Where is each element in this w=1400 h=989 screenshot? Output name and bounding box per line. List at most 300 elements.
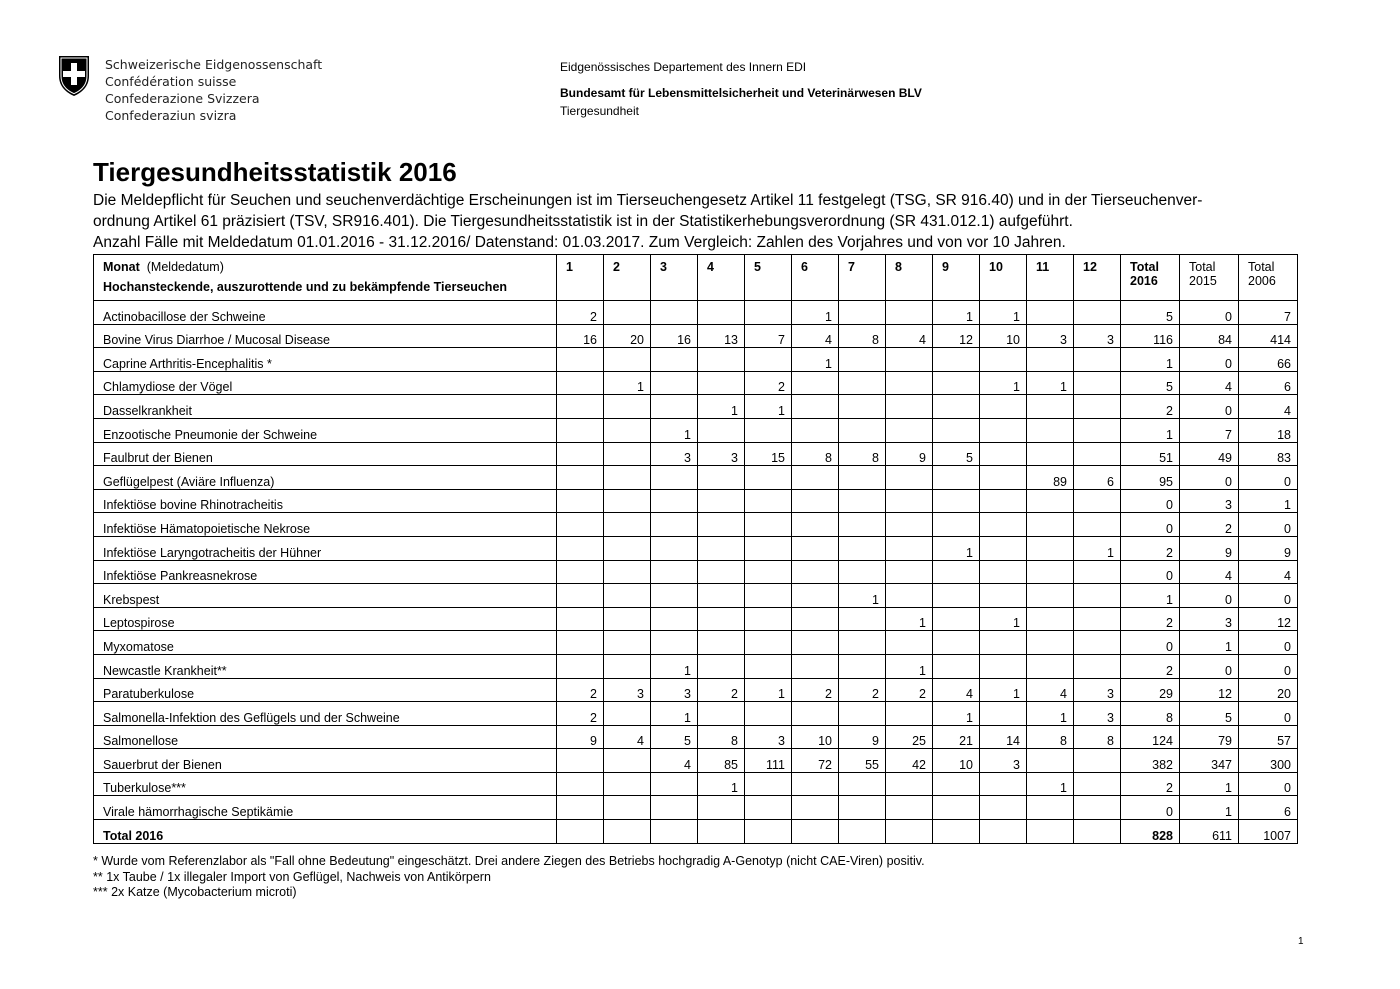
month-1-cell: [557, 607, 604, 631]
month-1-cell: [557, 466, 604, 490]
month-11-cell: [1027, 489, 1074, 513]
month-5-cell: 2: [745, 371, 792, 395]
total-2015-cell: 4: [1180, 371, 1239, 395]
month-2-cell: [604, 654, 651, 678]
month-8-cell: [886, 371, 933, 395]
month-10-cell: [980, 702, 1027, 726]
month-3-cell: [651, 466, 698, 490]
total-2006-cell: 66: [1239, 348, 1298, 372]
total-2015-cell: 347: [1180, 749, 1239, 773]
disease-name-cell: Chlamydiose der Vögel: [94, 371, 557, 395]
month-5-cell: 7: [745, 324, 792, 348]
month-1-cell: 2: [557, 678, 604, 702]
total-2015-cell: 3: [1180, 489, 1239, 513]
total-2016-cell: 2: [1121, 772, 1180, 796]
month-7-cell: [839, 702, 886, 726]
total-2015-cell: 12: [1180, 678, 1239, 702]
month-7-cell: [839, 513, 886, 537]
month-12-cell: 3: [1074, 702, 1121, 726]
month-12-cell: [1074, 395, 1121, 419]
total-empty-cell: [839, 820, 886, 844]
month-9-cell: [933, 772, 980, 796]
month-9-cell: 1: [933, 536, 980, 560]
table-row: [94, 560, 1298, 584]
total-2016-cell: 95: [1121, 466, 1180, 490]
total-2006-cell: 12: [1239, 607, 1298, 631]
month-3-cell: [651, 584, 698, 608]
month-8-cell: [886, 536, 933, 560]
month-12-cell: 1: [1074, 536, 1121, 560]
table-row: [94, 607, 1298, 631]
total-2016-cell: 2: [1121, 607, 1180, 631]
month-7-cell: [839, 348, 886, 372]
month-12-cell: [1074, 772, 1121, 796]
month-9-cell: [933, 395, 980, 419]
month-10-cell: 1: [980, 678, 1027, 702]
month-11-cell: [1027, 442, 1074, 466]
month-11-cell: [1027, 348, 1074, 372]
header-month-2: 2: [604, 255, 651, 301]
month-3-cell: 16: [651, 324, 698, 348]
month-7-cell: [839, 371, 886, 395]
month-12-cell: 3: [1074, 324, 1121, 348]
month-6-cell: [792, 702, 839, 726]
month-4-cell: [698, 796, 745, 820]
month-10-cell: 10: [980, 324, 1027, 348]
total-2015-cell: 0: [1180, 348, 1239, 372]
month-5-cell: [745, 796, 792, 820]
table-header-row: [94, 255, 1298, 301]
month-1-cell: [557, 418, 604, 442]
header-category-label: Hochansteckende, auszurottende und zu bekämpfende Tierseuchen: [103, 280, 508, 294]
month-1-cell: 2: [557, 702, 604, 726]
table-row: [94, 678, 1298, 702]
month-2-cell: [604, 702, 651, 726]
disease-name-cell: Newcastle Krankheit**: [94, 654, 557, 678]
month-6-cell: 72: [792, 749, 839, 773]
total-empty-cell: [980, 820, 1027, 844]
month-3-cell: [651, 607, 698, 631]
total-empty-cell: [745, 820, 792, 844]
month-1-cell: [557, 560, 604, 584]
intro-line: Die Meldepflicht für Seuchen und seuchenverdächtige Erscheinungen ist im Tierseuchengesetz Artikel 11 festgelegt (TSG, SR 916.40) und in der Tierseuchenver-: [93, 192, 1203, 209]
month-3-cell: [651, 489, 698, 513]
total-2006-cell: 4: [1239, 395, 1298, 419]
month-3-cell: [651, 348, 698, 372]
month-12-cell: [1074, 301, 1121, 325]
month-11-cell: [1027, 796, 1074, 820]
disease-name-cell: Enzootische Pneumonie der Schweine: [94, 418, 557, 442]
table-row: [94, 513, 1298, 537]
table-row: [94, 584, 1298, 608]
disease-name-cell: Myxomatose: [94, 631, 557, 655]
total-2016-cell: 5: [1121, 301, 1180, 325]
page-title: Tiergesundheitsstatistik 2016: [93, 157, 457, 187]
total-2015-cell: 79: [1180, 725, 1239, 749]
month-3-cell: 5: [651, 725, 698, 749]
month-8-cell: [886, 395, 933, 419]
header-month-10: 10: [980, 255, 1027, 301]
month-12-cell: [1074, 489, 1121, 513]
total-2016-cell: 1: [1121, 584, 1180, 608]
month-9-cell: [933, 371, 980, 395]
header-total-2006: [1239, 255, 1298, 301]
month-11-cell: [1027, 560, 1074, 584]
department-block: [560, 58, 922, 120]
total-2006-cell: 0: [1239, 772, 1298, 796]
month-8-cell: [886, 584, 933, 608]
month-4-cell: [698, 418, 745, 442]
month-8-cell: 4: [886, 324, 933, 348]
month-1-cell: [557, 513, 604, 537]
month-9-cell: [933, 796, 980, 820]
month-10-cell: [980, 513, 1027, 537]
total-2006-cell: 7: [1239, 301, 1298, 325]
total-2006-cell: 0: [1239, 584, 1298, 608]
month-4-cell: [698, 466, 745, 490]
disease-name-cell: Krebspest: [94, 584, 557, 608]
month-12-cell: 6: [1074, 466, 1121, 490]
month-2-cell: [604, 536, 651, 560]
month-3-cell: [651, 536, 698, 560]
month-6-cell: 8: [792, 442, 839, 466]
month-7-cell: 1: [839, 584, 886, 608]
header-month-6: 6: [792, 255, 839, 301]
month-2-cell: 20: [604, 324, 651, 348]
total-empty-cell: [886, 820, 933, 844]
month-10-cell: [980, 348, 1027, 372]
disease-name-cell: Sauerbrut der Bienen: [94, 749, 557, 773]
month-10-cell: 3: [980, 749, 1027, 773]
month-12-cell: [1074, 631, 1121, 655]
disease-statistics-table: [93, 254, 1298, 844]
month-9-cell: [933, 584, 980, 608]
total-2016-cell: 0: [1121, 513, 1180, 537]
month-8-cell: 42: [886, 749, 933, 773]
month-7-cell: [839, 395, 886, 419]
disease-name-cell: Paratuberkulose: [94, 678, 557, 702]
intro-text: [93, 190, 1308, 253]
month-6-cell: [792, 560, 839, 584]
total-2015-value: 611: [1180, 820, 1239, 844]
header-total-2006-year: 2006: [1248, 274, 1276, 288]
month-5-cell: [745, 466, 792, 490]
total-empty-cell: [698, 820, 745, 844]
month-3-cell: [651, 513, 698, 537]
table-row: [94, 654, 1298, 678]
confederation-name-de: Schweizerische Eidgenossenschaft: [105, 57, 323, 72]
month-2-cell: 3: [604, 678, 651, 702]
month-5-cell: [745, 536, 792, 560]
month-12-cell: [1074, 560, 1121, 584]
total-2006-cell: 1: [1239, 489, 1298, 513]
month-5-cell: [745, 348, 792, 372]
month-4-cell: [698, 702, 745, 726]
month-10-cell: 1: [980, 301, 1027, 325]
month-3-cell: [651, 772, 698, 796]
month-6-cell: [792, 513, 839, 537]
month-7-cell: [839, 301, 886, 325]
month-7-cell: [839, 607, 886, 631]
office-name: Bundesamt für Lebensmittelsicherheit und Veterinärwesen BLV: [560, 86, 922, 100]
month-12-cell: [1074, 442, 1121, 466]
total-2006-cell: 0: [1239, 466, 1298, 490]
month-1-cell: [557, 654, 604, 678]
month-9-cell: 10: [933, 749, 980, 773]
header-month-9: 9: [933, 255, 980, 301]
month-5-cell: [745, 584, 792, 608]
total-2015-cell: 1: [1180, 631, 1239, 655]
month-4-cell: [698, 654, 745, 678]
month-2-cell: [604, 489, 651, 513]
month-11-cell: [1027, 631, 1074, 655]
month-6-cell: [792, 654, 839, 678]
disease-name-cell: Actinobacillose der Schweine: [94, 301, 557, 325]
month-4-cell: [698, 584, 745, 608]
month-4-cell: [698, 301, 745, 325]
total-2016-cell: 0: [1121, 489, 1180, 513]
month-2-cell: [604, 513, 651, 537]
month-11-cell: [1027, 301, 1074, 325]
month-7-cell: [839, 418, 886, 442]
disease-name-cell: Salmonellose: [94, 725, 557, 749]
total-2006-cell: 0: [1239, 631, 1298, 655]
confederation-name-it: Confederazione Svizzera: [105, 91, 260, 106]
confederation-name-fr: Confédération suisse: [105, 74, 237, 89]
month-10-cell: [980, 466, 1027, 490]
month-11-cell: 3: [1027, 324, 1074, 348]
total-2016-cell: 8: [1121, 702, 1180, 726]
month-9-cell: [933, 631, 980, 655]
month-2-cell: [604, 442, 651, 466]
unit-name: Tiergesundheit: [560, 104, 639, 118]
month-2-cell: [604, 418, 651, 442]
month-11-cell: 1: [1027, 702, 1074, 726]
month-8-cell: [886, 513, 933, 537]
month-10-cell: [980, 584, 1027, 608]
month-12-cell: [1074, 796, 1121, 820]
disease-name-cell: Infektiöse Hämatopoietische Nekrose: [94, 513, 557, 537]
total-2015-cell: 5: [1180, 702, 1239, 726]
month-7-cell: [839, 772, 886, 796]
month-8-cell: [886, 418, 933, 442]
table-row: [94, 301, 1298, 325]
total-2015-cell: 9: [1180, 536, 1239, 560]
month-3-cell: 1: [651, 418, 698, 442]
month-7-cell: [839, 536, 886, 560]
month-7-cell: [839, 631, 886, 655]
table-row: [94, 631, 1298, 655]
footnotes: [93, 854, 925, 901]
month-1-cell: [557, 489, 604, 513]
confederation-names: [105, 56, 322, 124]
month-8-cell: [886, 796, 933, 820]
total-2015-cell: 2: [1180, 513, 1239, 537]
month-1-cell: [557, 348, 604, 372]
month-8-cell: [886, 348, 933, 372]
header-month-3: 3: [651, 255, 698, 301]
header-total-2016-year: 2016: [1130, 274, 1158, 288]
month-5-cell: [745, 513, 792, 537]
month-2-cell: [604, 348, 651, 372]
disease-name-cell: Virale hämorrhagische Septikämie: [94, 796, 557, 820]
total-2006-cell: 0: [1239, 513, 1298, 537]
month-12-cell: [1074, 348, 1121, 372]
month-9-cell: 12: [933, 324, 980, 348]
total-2006-cell: 9: [1239, 536, 1298, 560]
disease-name-cell: Leptospirose: [94, 607, 557, 631]
table-row: [94, 489, 1298, 513]
total-2006-cell: 57: [1239, 725, 1298, 749]
month-6-cell: [792, 395, 839, 419]
table-row: [94, 324, 1298, 348]
month-11-cell: 89: [1027, 466, 1074, 490]
month-3-cell: [651, 301, 698, 325]
total-2016-cell: 2: [1121, 395, 1180, 419]
footnote: * Wurde vom Referenzlabor als "Fall ohne Bedeutung" eingeschätzt. Drei andere Ziegen des Betriebs hochgradig A-Genotyp (nicht CAE-Viren) positiv.: [93, 854, 925, 868]
month-3-cell: [651, 796, 698, 820]
month-4-cell: [698, 560, 745, 584]
header-month-1: 1: [557, 255, 604, 301]
header-month-8: 8: [886, 255, 933, 301]
month-8-cell: [886, 560, 933, 584]
total-empty-cell: [933, 820, 980, 844]
month-11-cell: [1027, 536, 1074, 560]
header-month-12: 12: [1074, 255, 1121, 301]
total-2006-cell: 0: [1239, 702, 1298, 726]
month-5-cell: 1: [745, 395, 792, 419]
month-10-cell: [980, 631, 1027, 655]
swiss-coat-of-arms-logo: [57, 54, 91, 97]
month-8-cell: [886, 466, 933, 490]
header-month-11: 11: [1027, 255, 1074, 301]
month-8-cell: [886, 702, 933, 726]
month-8-cell: [886, 631, 933, 655]
month-5-cell: 111: [745, 749, 792, 773]
disease-name-cell: Infektiöse Pankreasnekrose: [94, 560, 557, 584]
month-10-cell: 1: [980, 371, 1027, 395]
month-11-cell: 8: [1027, 725, 1074, 749]
total-2015-cell: 0: [1180, 395, 1239, 419]
month-8-cell: 25: [886, 725, 933, 749]
month-3-cell: 3: [651, 442, 698, 466]
total-2006-cell: 0: [1239, 654, 1298, 678]
header-month-4: 4: [698, 255, 745, 301]
month-4-cell: [698, 513, 745, 537]
table-row: [94, 772, 1298, 796]
total-row: [94, 820, 1298, 844]
month-4-cell: [698, 631, 745, 655]
month-10-cell: [980, 489, 1027, 513]
total-2015-cell: 4: [1180, 560, 1239, 584]
total-2006-cell: 414: [1239, 324, 1298, 348]
disease-name-cell: Caprine Arthritis-Encephalitis *: [94, 348, 557, 372]
disease-name-cell: Bovine Virus Diarrhoe / Mucosal Disease: [94, 324, 557, 348]
month-11-cell: 1: [1027, 772, 1074, 796]
month-9-cell: 1: [933, 301, 980, 325]
month-4-cell: 1: [698, 772, 745, 796]
month-4-cell: [698, 489, 745, 513]
table-row: [94, 796, 1298, 820]
total-2015-cell: 0: [1180, 301, 1239, 325]
month-2-cell: 4: [604, 725, 651, 749]
month-11-cell: [1027, 418, 1074, 442]
month-7-cell: 8: [839, 324, 886, 348]
total-2016-cell: 0: [1121, 796, 1180, 820]
month-10-cell: 14: [980, 725, 1027, 749]
footnote: ** 1x Taube / 1x illegaler Import von Geflügel, Nachweis von Antikörpern: [93, 869, 491, 884]
disease-name-cell: Faulbrut der Bienen: [94, 442, 557, 466]
month-7-cell: [839, 560, 886, 584]
month-1-cell: 16: [557, 324, 604, 348]
header-month-5: 5: [745, 255, 792, 301]
month-10-cell: [980, 442, 1027, 466]
month-5-cell: [745, 301, 792, 325]
header-total-2015: [1180, 255, 1239, 301]
month-4-cell: 3: [698, 442, 745, 466]
month-4-cell: 8: [698, 725, 745, 749]
month-6-cell: [792, 772, 839, 796]
month-6-cell: [792, 371, 839, 395]
month-2-cell: [604, 560, 651, 584]
total-2015-cell: 49: [1180, 442, 1239, 466]
month-10-cell: [980, 536, 1027, 560]
month-5-cell: [745, 489, 792, 513]
month-6-cell: 1: [792, 348, 839, 372]
month-4-cell: [698, 536, 745, 560]
month-2-cell: [604, 607, 651, 631]
month-3-cell: 1: [651, 702, 698, 726]
total-2016-cell: 29: [1121, 678, 1180, 702]
month-9-cell: [933, 489, 980, 513]
month-8-cell: [886, 301, 933, 325]
total-2016-cell: 0: [1121, 631, 1180, 655]
month-6-cell: [792, 607, 839, 631]
month-5-cell: [745, 631, 792, 655]
total-2016-value: 828: [1121, 820, 1180, 844]
total-2016-cell: 2: [1121, 536, 1180, 560]
total-2016-cell: 2: [1121, 654, 1180, 678]
month-12-cell: [1074, 418, 1121, 442]
month-12-cell: [1074, 584, 1121, 608]
confederation-name-rm: Confederaziun svizra: [105, 108, 237, 123]
month-11-cell: 1: [1027, 371, 1074, 395]
month-2-cell: [604, 796, 651, 820]
header-total-2006-label: Total: [1248, 260, 1275, 274]
month-8-cell: 9: [886, 442, 933, 466]
header-month-note: (Meldedatum): [146, 260, 224, 274]
table-row: [94, 725, 1298, 749]
month-12-cell: [1074, 749, 1121, 773]
month-12-cell: [1074, 371, 1121, 395]
month-11-cell: 4: [1027, 678, 1074, 702]
header-month-cell: [94, 255, 557, 301]
month-10-cell: [980, 418, 1027, 442]
month-10-cell: [980, 796, 1027, 820]
month-4-cell: 2: [698, 678, 745, 702]
total-2006-cell: 20: [1239, 678, 1298, 702]
total-empty-cell: [792, 820, 839, 844]
total-empty-cell: [651, 820, 698, 844]
month-4-cell: 1: [698, 395, 745, 419]
month-1-cell: 9: [557, 725, 604, 749]
month-9-cell: 5: [933, 442, 980, 466]
total-2006-cell: 83: [1239, 442, 1298, 466]
month-6-cell: [792, 584, 839, 608]
disease-name-cell: Infektiöse Laryngotracheitis der Hühner: [94, 536, 557, 560]
month-11-cell: [1027, 654, 1074, 678]
month-11-cell: [1027, 607, 1074, 631]
